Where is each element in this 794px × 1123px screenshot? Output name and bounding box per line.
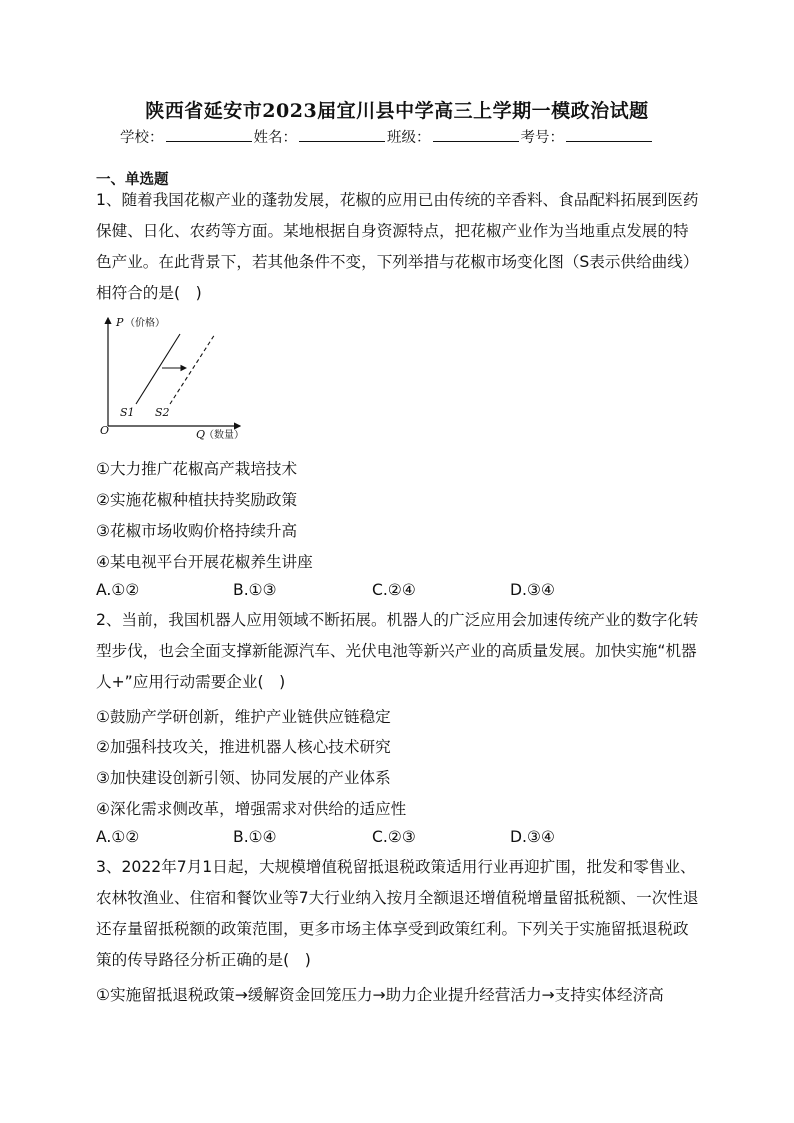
- class-blank[interactable]: [433, 127, 519, 142]
- s1-curve: [136, 334, 180, 404]
- q2-item: ②加强科技攻关，推进机器人核心技术研究: [96, 738, 391, 756]
- school-label: 学校：: [120, 130, 164, 146]
- supply-shift-graph: [100, 312, 250, 442]
- exam-title: 陕西省延安市2023届宜川县中学高三上学期一模政治试题: [145, 100, 649, 122]
- q2-option-a[interactable]: A.①②: [96, 828, 140, 846]
- p-axis-unit: （价格）: [125, 318, 165, 329]
- name-label: 姓名：: [253, 130, 297, 146]
- s1-label: S1: [120, 406, 135, 419]
- origin-label: O: [100, 424, 110, 437]
- q2-item: ③加快建设创新引领、协同发展的产业体系: [96, 769, 391, 787]
- student-info-row: [120, 126, 654, 147]
- q1-item: ①大力推广花椒高产栽培技术: [96, 460, 298, 478]
- q2-item: ④深化需求侧改革，增强需求对供给的适应性: [96, 800, 407, 818]
- s2-label: S2: [155, 406, 170, 419]
- q1-item: ④某电视平台开展花椒养生讲座: [96, 553, 313, 571]
- q1-stem: 1、随着我国花椒产业的蓬勃发展，花椒的应用已由传统的辛香料、食品配料拓展到医药保健、日化、农药等方面。某地根据自身资源特点，把花椒产业作为当地重点发展的特色产业。在此背景下，若其他条件不变，下列举措与花椒市场变化图（S表示供给曲线）相符合的是( ): [96, 191, 699, 302]
- q2-option-c[interactable]: C.②③: [372, 828, 416, 846]
- q1-option-d[interactable]: D.③④: [510, 581, 555, 599]
- class-label: 班级：: [387, 130, 431, 146]
- school-blank[interactable]: [166, 127, 252, 142]
- q3-item: ①实施留抵退税政策→缓解资金回笼压力→助力企业提升经营活力→支持实体经济高: [96, 986, 664, 1004]
- q2-option-b[interactable]: B.①④: [233, 828, 277, 846]
- q1-item: ③花椒市场收购价格持续升高: [96, 522, 298, 540]
- q1-option-a[interactable]: A.①②: [96, 581, 140, 599]
- q2-option-d[interactable]: D.③④: [510, 828, 555, 846]
- q3-stem: 3、2022年7月1日起，大规模增值税留抵退税政策适用行业再迎扩围，批发和零售业、农林牧渔业、住宿和餐饮业等7大行业纳入按月全额退还增值税增量留抵税额、一次性退还存量留抵税额的政策范围，更多市场主体享受到政策红利。下列关于实施留抵退税政策的传导路径分析正确的是( ): [96, 858, 699, 969]
- q-axis-unit: （数量）: [204, 430, 244, 441]
- name-blank[interactable]: [299, 127, 385, 142]
- section-heading: 一、单选题: [96, 172, 169, 188]
- exam-no-label: 考号：: [520, 130, 564, 146]
- q1-item: ②实施花椒种植扶持奖励政策: [96, 491, 298, 509]
- q2-stem: 2、当前，我国机器人应用领域不断拓展。机器人的广泛应用会加速传统产业的数字化转型步伐，也会全面支撑新能源汽车、光伏电池等新兴产业的高质量发展。加快实施“机器人+”应用行动需要企业( ): [96, 611, 699, 691]
- q-axis-label: Q: [196, 428, 206, 441]
- q2-item: ①鼓励产学研创新，维护产业链供应链稳定: [96, 708, 391, 726]
- p-axis-label: P: [116, 316, 124, 329]
- s2-curve: [170, 334, 215, 404]
- q1-option-b[interactable]: B.①③: [233, 581, 277, 599]
- exam-no-blank[interactable]: [566, 127, 652, 142]
- q1-option-c[interactable]: C.②④: [372, 581, 416, 599]
